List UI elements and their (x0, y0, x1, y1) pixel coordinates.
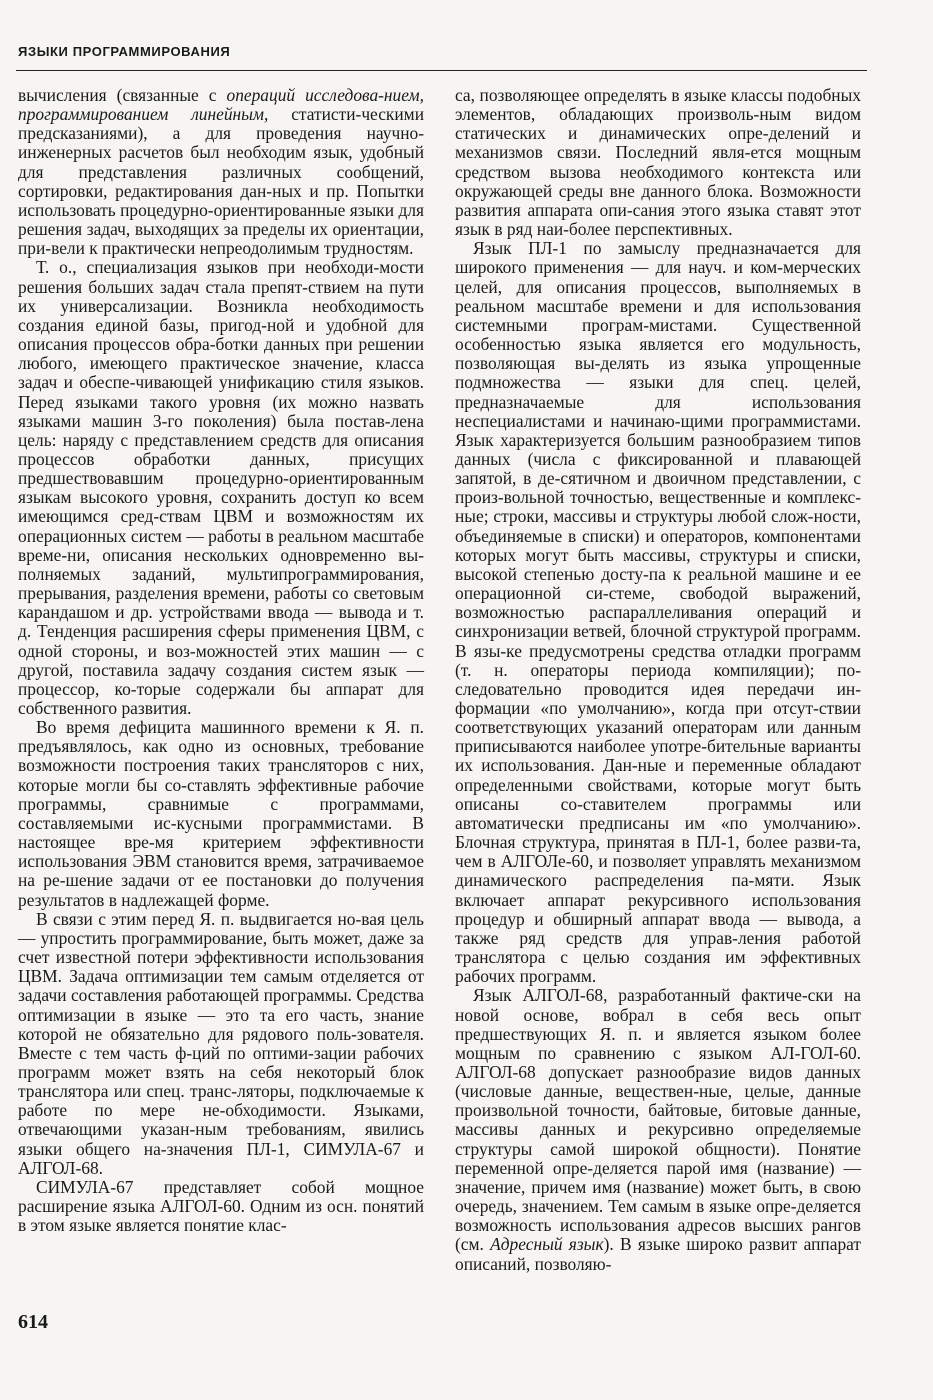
paragraph-text: статисти-ческими предсказаниями), а для проведения научно-инженерных расчетов был необходим язык, удобный для представления различных сообщений, сортировки, редактирования дан-ных и пр. Попытки использовать процедурно-ориентированные языки для решения задач, выходящих за пределы их ориентации, при-вели к практически непреодолимым трудностям. (18, 104, 424, 259)
paragraph-text: Язык АЛГОЛ-68, разработанный фактиче-ски на новой основе, вобрал в себя весь опыт предшествующих Я. п. и является языком более мощным по сравнению с языком АЛ-ГОЛ-60. АЛГОЛ-68 допускает разнообразие видов данных (числовые данные, веществен-ные, целые, данные произвольной точности, байтовые, битовые данные, массивы данных и рекурсивно определяемые структуры самой широкой общности). Понятие переменной опре-деляется парой имя (название) — значение, причем имя (название) может быть, в свою очередь, значением. Тем самым в языке опре-деляется возможность использования адресов высших рангов (см. (455, 985, 861, 1255)
emphasis-text: Адресный язык (490, 1234, 604, 1255)
paragraph (455, 986, 861, 1273)
paragraph: СИМУЛА-67 представляет собой мощное расширение языка АЛГОЛ-60. Одним из осн. понятий в этом языке является понятие клас- (18, 1176, 424, 1236)
emphasis-text: операций исследова-нием, программированием линейным, (18, 85, 424, 125)
running-head: ЯЗЫКИ ПРОГРАММИРОВАНИЯ (18, 44, 231, 59)
paragraph-text: вычисления (связанные с (18, 85, 227, 105)
paragraph-text: ). В языке широко развит аппарат описаний, позволяю- (455, 1234, 862, 1274)
paragraph: Т. о., специализация языков при необходи-мости решения больших задач стала препят-ствием на пути их универсализации. Возникла необходимость создания единой базы, пригод-ной и удобной для описания процессов обра-ботки данных при решении любого, имеющего практическое значение, класса задач и обеспе-чивающей унификацию стиля языков. Перед языками такого уровня (их можно назвать языками машин 3-го поколения) была постав-лена цель: наряду с представлением средств для описания процессов обработки данных, присущих предшествовавшим процедурно-ориентированным языкам высокого уровня, сохранить доступ ко всем имеющимся сред-ствам ЦВМ и возможностям их операционных систем — работы в реальном масштабе време-ни, описания нескольких одновременно вы-полняемых заданий, мультипрограммирования, прерывания, разделения времени, работы со световым карандашом и др. устройствами ввода — вывода и т. д. Тенденция расширения сферы применения ЦВМ, с одной стороны, и воз-можностей этих машин — с другой, поставила задачу создания систем язык — процессор, ко-торые содержали бы аппарат для собственного развития. (18, 257, 424, 718)
paragraph: са, позволяющее определять в языке классы подобных элементов, обладающих произволь-ным видом статических и динамических опре-делений и механизмов связи. Последний явля-ется мощным средством вызова необходимого контекста или окружающей среды вне данного блока. Возможности развития аппарата опи-сания этого языка ставят этот язык в ряд наи-более перспективных. (455, 85, 861, 240)
paragraph: Во время дефицита машинного времени к Я. п. предъявлялось, как одно из основных, требование возможности построения таких трансляторов с них, которые могли бы со-ставлять эффективные рабочие программы, сравнимые с программами, составляемыми ис-кусными программистами. В настоящее вре-мя критерием эффективности использования ЭВМ становится время, затрачиваемое на ре-шение задачи от ее постановки до получения результатов в надлежащей форме. (18, 717, 424, 910)
page-number: 614 (18, 1311, 48, 1333)
header-rule (16, 70, 867, 71)
paragraph: В связи с этим перед Я. п. выдвигается но-вая цель — упростить программирование, быть может, даже за счет известной потери эффективности использования ЦВМ. Задача оптимизации тем самым отделяется от задачи составления работающей программы. Средства оптимизации в языке — это та его часть, знание которой не обязательно для рядового поль-зователя. Вместе с тем часть ф-ций по оптими-зации рабочих программ может взять на себя некоторый блок транслятора или спец. транс-ляторы, подключаемые к работе по мере не-обходимости. Языками, отвечающими указан-ным требованиям, явились языки общего на-значения ПЛ-1, СИМУЛА-67 и АЛГОЛ-68. (18, 908, 424, 1178)
paragraph: Язык ПЛ-1 по замыслу предназначается для широкого применения — для науч. и ком-мерческих целей, для описания процессов, выполняемых в реальном масштабе времени и для использования системными програм-мистами. Существенной особенностью языка является его модульность, позволяющая вы-делять из языка упрощенные подмножества — языки для спец. целей, предназначаемые для использования неспециалистами и начинаю-щими программистами. Язык характеризуется большим разнообразием типов данных (числа с фиксированной и плавающей запятой, в де-сятичном и двоичном представлении, с произ-вольной точностью, вещественные и комплекс-ные; строки, массивы и структуры любой слож-ности, объединяемые в списки) и операторов, компонентами которых могут быть массивы, структуры и списки, высокой степенью досту-па к реальной машине и ее операционной си-стеме, свободой выражений, возможностью распараллеливания операций и синхронизации ветвей, блочной структурой программ. В язы-ке предусмотрены средства отладки программ (т. н. операторы периода компиляции); по-следовательно проводится идея передачи ин-формации «по умолчанию», когда при отсут-ствии соответствующих указаний операторам или данным приписываются наиболее употре-бительные варианты их использования. Дан-ные и переменные обладают определенными свойствами, которые могут быть описаны со-ставителем программы или автоматически предписаны им «по умолчанию». Блочная структура, принятая в ПЛ-1, более разви-та, чем в АЛГОЛе-60, и позволяет управлять механизмом динамического распределения па-мяти. Язык включает аппарат рекурсивного использования процедур и обширный аппарат ввода — вывода, а также ряд средств для управ-ления работой транслятора с целью создания им эффективных рабочих программ. (455, 238, 861, 987)
left-column (18, 86, 424, 1235)
paragraph (18, 86, 424, 258)
right-column (455, 86, 861, 1274)
